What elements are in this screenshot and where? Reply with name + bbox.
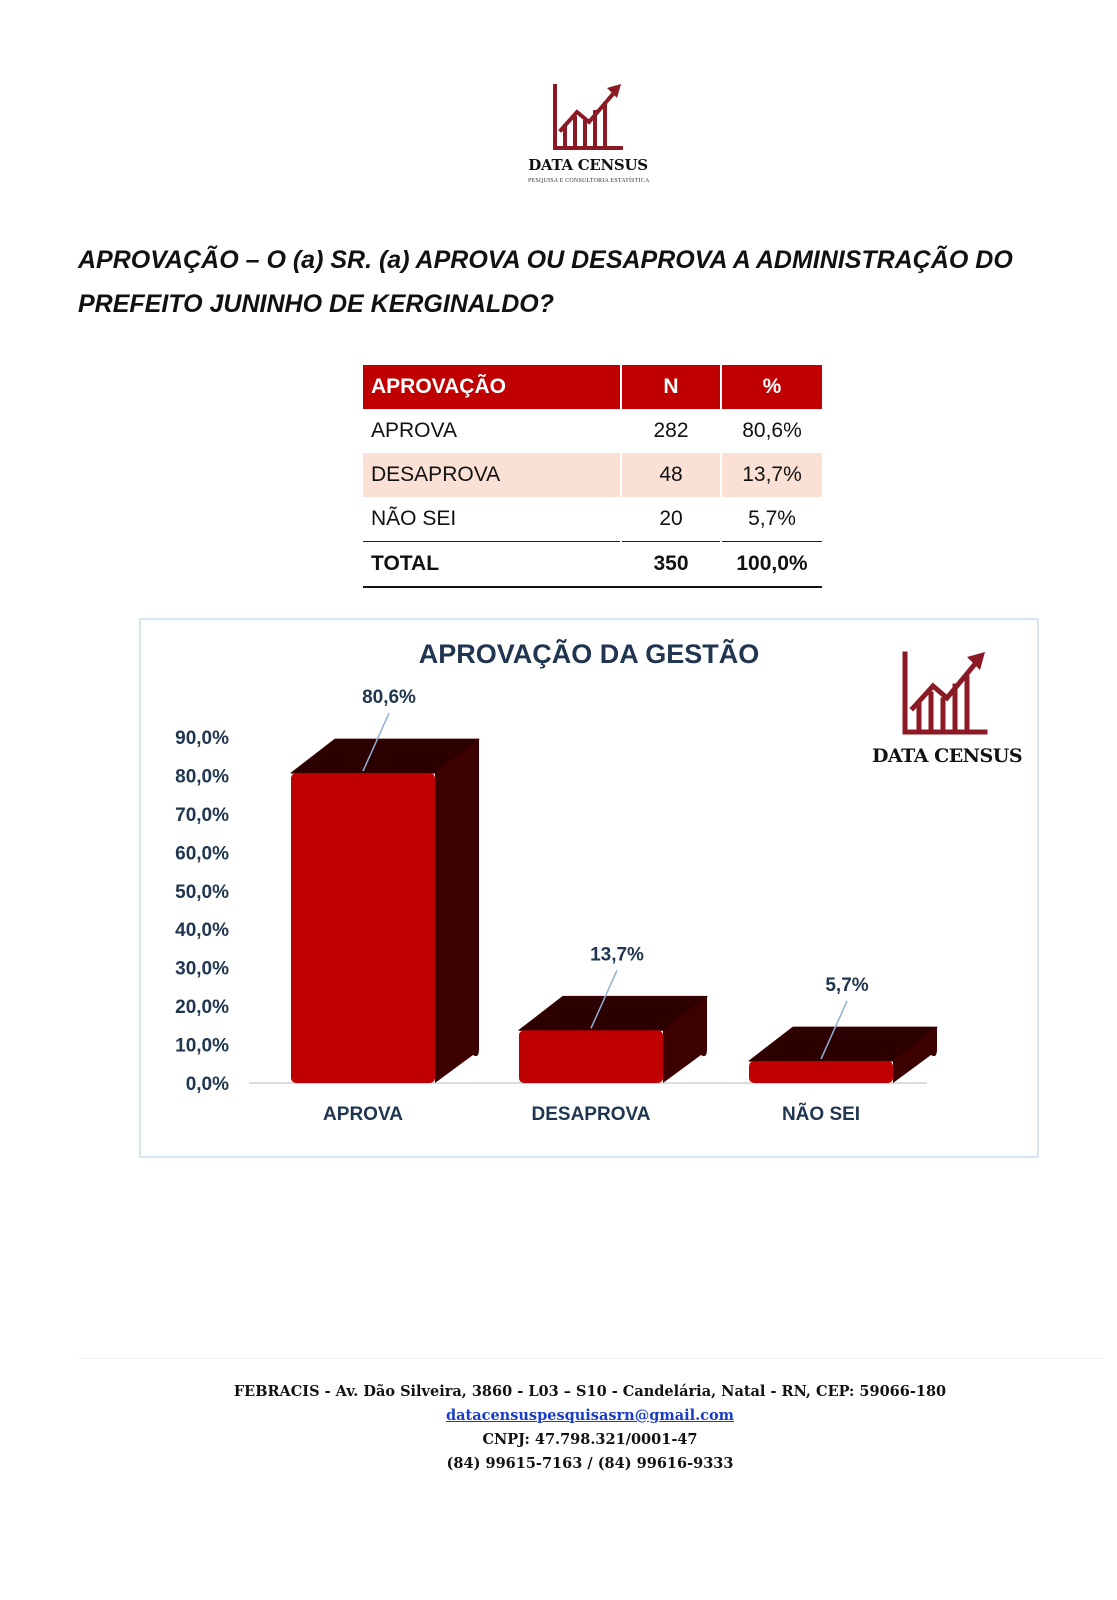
bar-3 — [749, 975, 937, 1125]
header-n: N — [621, 365, 721, 409]
brand-tagline: PESQUISA E CONSULTORIA ESTATÍSTICA — [528, 178, 650, 184]
footer-cnpj: CNPJ: 47.798.321/0001-47 — [482, 1431, 698, 1448]
table-total-row — [363, 542, 822, 588]
question-line-2: PREFEITO JUNINHO DE KERGINALDO? — [78, 290, 554, 318]
row-n: 282 — [621, 409, 721, 453]
footer-phones: (84) 99615-7163 / (84) 99616-9333 — [446, 1455, 734, 1472]
y-tick-label: 40,0% — [175, 920, 229, 942]
x-tick-label: NÃO SEI — [781, 1104, 861, 1125]
total-pct: 100,0% — [721, 542, 822, 588]
bar-front-face — [519, 1030, 663, 1083]
chart-canvas — [141, 620, 1037, 1156]
y-tick-label: 30,0% — [175, 958, 229, 980]
y-tick-label: 90,0% — [175, 728, 229, 749]
row-label: APROVA — [363, 409, 621, 453]
x-tick-label: DESAPROVA — [531, 1104, 651, 1125]
results-table — [363, 365, 822, 588]
table-row — [363, 453, 822, 497]
footer-address: FEBRACIS - Av. Dão Silveira, 3860 - L03 – S10 - Candelária, Natal - RN, CEP: 59066-180 — [233, 1383, 947, 1400]
y-tick-label: 0,0% — [185, 1074, 229, 1095]
bar-side-face — [435, 739, 479, 1083]
footer-divider — [78, 1358, 1103, 1359]
bar-front-face — [749, 1061, 893, 1083]
table-header-row — [363, 365, 822, 409]
table-row — [363, 497, 822, 542]
header-pct: % — [721, 365, 822, 409]
data-label: 5,7% — [825, 975, 869, 997]
row-pct: 80,6% — [742, 419, 802, 442]
chart-logo-label: DATA CENSUS — [871, 745, 1023, 767]
y-tick-label: 50,0% — [175, 881, 229, 903]
footer-email-link[interactable]: datacensuspesquisasrn@gmail.com — [446, 1407, 734, 1424]
row-pct: 5,7% — [721, 497, 822, 542]
bar-growth-logo-icon — [551, 82, 625, 154]
table-row — [363, 409, 822, 453]
row-n: 20 — [621, 497, 721, 542]
y-tick-label: 60,0% — [175, 843, 229, 865]
total-n: 350 — [621, 542, 721, 588]
survey-question — [78, 238, 1058, 326]
brand-name: DATA CENSUS — [528, 156, 648, 174]
row-label: NÃO SEI — [363, 497, 621, 542]
chart-logo — [872, 652, 1022, 767]
bar-1 — [291, 687, 479, 1125]
x-tick-label: APROVA — [323, 1104, 403, 1125]
bar-front-face — [291, 773, 435, 1083]
chart-title: APROVAÇÃO DA GESTÃO — [418, 639, 760, 669]
data-label: 13,7% — [590, 944, 644, 966]
data-label: 80,6% — [362, 687, 416, 709]
y-axis — [175, 728, 229, 1095]
y-tick-label: 10,0% — [175, 1035, 229, 1057]
row-n: 48 — [621, 453, 721, 497]
bar-growth-logo-icon — [905, 652, 985, 732]
total-label: TOTAL — [363, 542, 621, 588]
bar-2 — [519, 944, 707, 1125]
approval-chart — [139, 618, 1039, 1158]
footer — [0, 1380, 1117, 1476]
header-logo — [528, 82, 648, 202]
y-tick-label: 80,0% — [175, 766, 229, 788]
y-tick-label: 70,0% — [175, 804, 229, 826]
header-aprovacao: APROVAÇÃO — [363, 365, 621, 409]
y-tick-label: 20,0% — [175, 997, 229, 1019]
row-pct: 13,7% — [721, 453, 822, 497]
bars — [249, 687, 937, 1125]
row-label: DESAPROVA — [363, 453, 621, 497]
question-line-1: APROVAÇÃO – O (a) SR. (a) APROVA OU DESAPROVA A ADMINISTRAÇÃO DO — [78, 246, 1013, 274]
